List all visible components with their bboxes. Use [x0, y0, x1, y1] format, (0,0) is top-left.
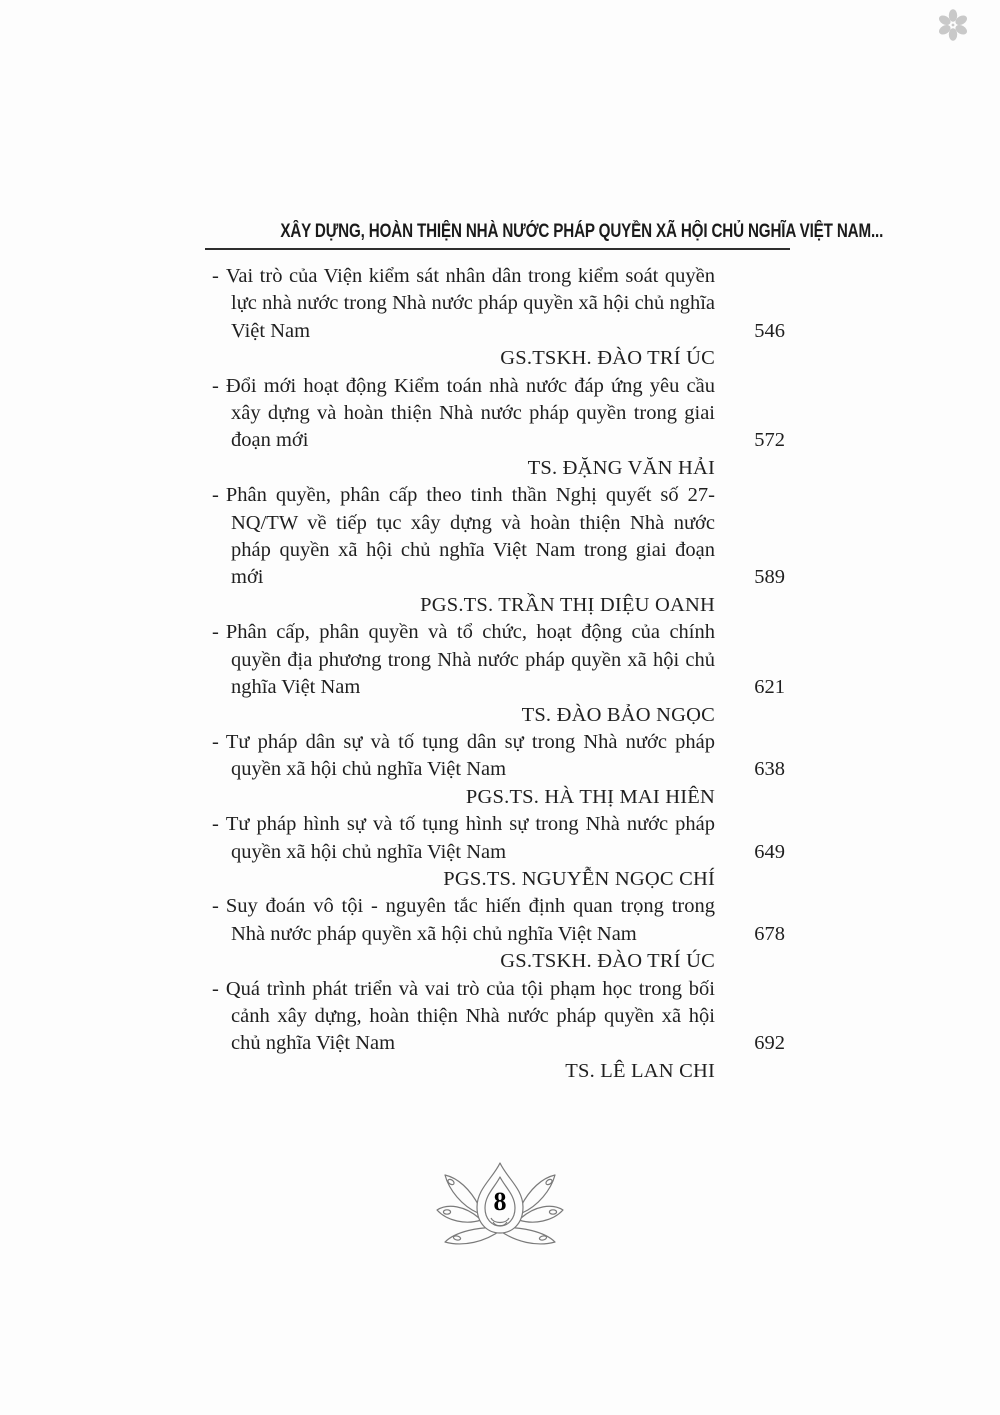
entry-page-number: 649	[754, 840, 785, 863]
toc-entry	[212, 482, 785, 619]
entry-title: Phân cấp, phân quyền và tổ chức, hoạt động của chính quyền địa phương trong Nhà nước pháp quyền xã hội chủ nghĩa Việt Nam	[225, 621, 715, 699]
entry-bullet: -	[212, 621, 219, 644]
toc-entry	[212, 893, 785, 975]
entry-body	[212, 893, 785, 948]
entry-bullet: -	[212, 484, 219, 507]
entry-body	[212, 811, 785, 866]
toc-list	[212, 263, 785, 1085]
entry-bullet: -	[212, 265, 219, 287]
entry-page-number: 692	[754, 1032, 785, 1055]
entry-author: PGS.TS. HÀ THỊ MAI HIÊN	[465, 785, 715, 808]
entry-author: GS.TSKH. ĐÀO TRÍ ÚC	[500, 347, 715, 370]
entry-author: TS. ĐÀO BẢO NGỌC	[521, 703, 715, 726]
entry-bullet: -	[212, 374, 219, 397]
toc-entry	[212, 263, 785, 373]
footer-page-number: 8	[493, 1187, 507, 1216]
entry-body	[212, 976, 785, 1058]
toc-entry	[212, 811, 785, 893]
entry-body	[212, 482, 785, 592]
running-head-title: XÂY DỰNG, HOÀN THIỆN NHÀ NƯỚC PHÁP QUYỀN XÃ HỘI CHỦ NGHĨA VIỆT NAM...	[280, 221, 884, 242]
entry-author: PGS.TS. TRẦN THỊ DIỆU OANH	[420, 593, 715, 616]
entry-title: Quá trình phát triển và vai trò của tội phạm học trong bối cảnh xây dựng, hoàn thiện Nhà nước pháp quyền xã hội chủ nghĩa Việt Nam	[225, 977, 715, 1055]
running-head	[205, 221, 884, 250]
entry-body	[212, 373, 785, 455]
toc-entry	[212, 619, 785, 729]
entry-title: Tư pháp hình sự và tố tụng hình sự trong Nhà nước pháp quyền xã hội chủ nghĩa Việt Nam	[225, 813, 715, 863]
entry-bullet: -	[212, 895, 219, 918]
flower-pinwheel-icon	[936, 8, 970, 42]
entry-page-number: 589	[754, 566, 785, 589]
entry-title: Phân quyền, phân cấp theo tinh thần Nghị quyết số 27-NQ/TW về tiếp tục xây dựng và hoàn thiện Nhà nước pháp quyền xã hội chủ nghĩa Việt Nam trong giai đoạn mới	[225, 484, 715, 589]
entry-page-number: 572	[754, 429, 785, 452]
toc-entry	[212, 729, 785, 811]
toc-entry	[212, 976, 785, 1086]
entry-title: Vai trò của Viện kiểm sát nhân dân trong kiểm soát quyền lực nhà nước trong Nhà nước pháp quyền xã hội chủ nghĩa Việt Nam	[225, 265, 715, 342]
entry-page-number: 546	[754, 319, 785, 342]
entry-title: Suy đoán vô tội - nguyên tắc hiến định quan trọng trong Nhà nước pháp quyền xã hội chủ nghĩa Việt Nam	[225, 895, 715, 945]
entry-author: TS. ĐẶNG VĂN HẢI	[527, 456, 715, 479]
entry-page-number: 678	[754, 922, 785, 945]
entry-bullet: -	[212, 730, 219, 753]
toc-entry	[212, 373, 785, 483]
entry-author: PGS.TS. NGUYỄN NGỌC CHÍ	[443, 867, 715, 890]
entry-page-number: 638	[754, 758, 785, 781]
entry-body	[212, 263, 785, 345]
entry-bullet: -	[212, 977, 219, 1000]
entry-body	[212, 729, 785, 784]
entry-body	[212, 619, 785, 701]
entry-author: GS.TSKH. ĐÀO TRÍ ÚC	[500, 950, 715, 973]
entry-page-number: 621	[754, 676, 785, 699]
entry-author: TS. LÊ LAN CHI	[565, 1059, 715, 1082]
entry-title: Đổi mới hoạt động Kiểm toán nhà nước đáp ứng yêu cầu xây dựng và hoàn thiện Nhà nước pháp quyền trong giai đoạn mới	[225, 374, 715, 452]
footer-ornament	[435, 1158, 565, 1250]
entry-title: Tư pháp dân sự và tố tụng dân sự trong Nhà nước pháp quyền xã hội chủ nghĩa Việt Nam	[225, 730, 715, 781]
entry-bullet: -	[212, 813, 219, 836]
